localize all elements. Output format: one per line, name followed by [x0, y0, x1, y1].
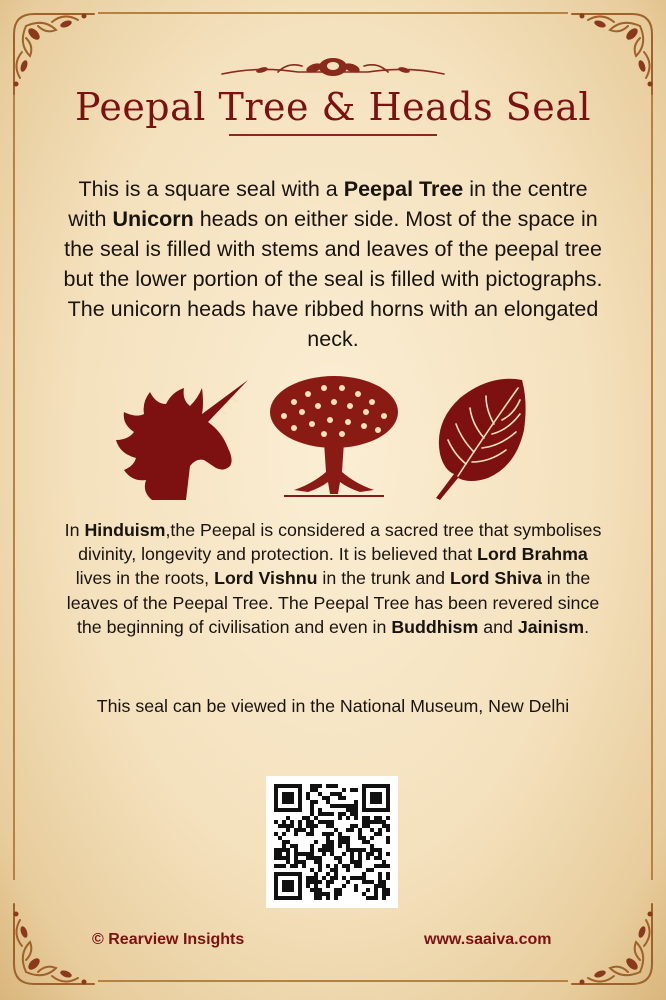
bold-term: Unicorn: [112, 207, 194, 231]
page-title: Peepal Tree & Heads Seal: [74, 85, 592, 129]
text-segment: lives in the roots,: [75, 568, 215, 589]
hinduism-paragraph: [58, 518, 608, 639]
bold-term: Lord Vishnu: [214, 568, 318, 589]
bold-term: Peepal Tree: [343, 177, 464, 201]
text-segment: and: [478, 616, 518, 637]
bold-term: Lord Shiva: [449, 568, 542, 589]
corner-flourish-icon: [4, 898, 100, 994]
description-paragraph: [60, 174, 606, 354]
text-segment: in the leaves of the Peepal Tree. The Peepal Tree has been revered since the beginning of civilisation and even in: [66, 568, 600, 637]
text-segment: .: [584, 616, 590, 637]
bold-term: Hinduism: [84, 520, 166, 540]
peepal-tree-icon: [264, 372, 404, 500]
text-segment: This is a square seal with a: [78, 177, 344, 201]
bold-term: Buddhism: [391, 616, 479, 637]
unicorn-head-icon: [112, 374, 252, 502]
qr-code-icon[interactable]: [266, 776, 398, 908]
bold-term: Lord Brahma: [477, 544, 588, 565]
corner-flourish-icon: [566, 898, 662, 994]
icon-row: [0, 372, 666, 502]
text-segment: in the centre with: [68, 177, 588, 231]
title-block: [0, 56, 666, 136]
copyright-label: © Rearview Insights: [92, 931, 245, 948]
text-segment: ,the Peepal is considered a sacred tree that symbolises divinity, longevity and protection. It is believed that: [78, 520, 602, 565]
website-link[interactable]: www.saaiva.com: [424, 931, 552, 948]
frame-top-line: [98, 12, 568, 14]
text-segment: In: [64, 520, 85, 540]
peepal-leaf-icon: [430, 374, 530, 502]
text-segment: heads on either side. Most of the space in the seal is filled with stems and leaves of the peepal tree but the lower portion of the seal is filled with pictographs. The unicorn heads have ribbed horns with an elongated neck.: [63, 207, 603, 351]
text-segment: in the trunk and: [317, 568, 450, 589]
title-ornament-icon: [218, 56, 448, 80]
title-underline: [229, 134, 437, 136]
museum-note: This seal can be viewed in the National Museum, New Delhi: [96, 696, 570, 716]
bold-term: Jainism: [517, 616, 585, 637]
frame-bottom-line: [98, 980, 568, 982]
